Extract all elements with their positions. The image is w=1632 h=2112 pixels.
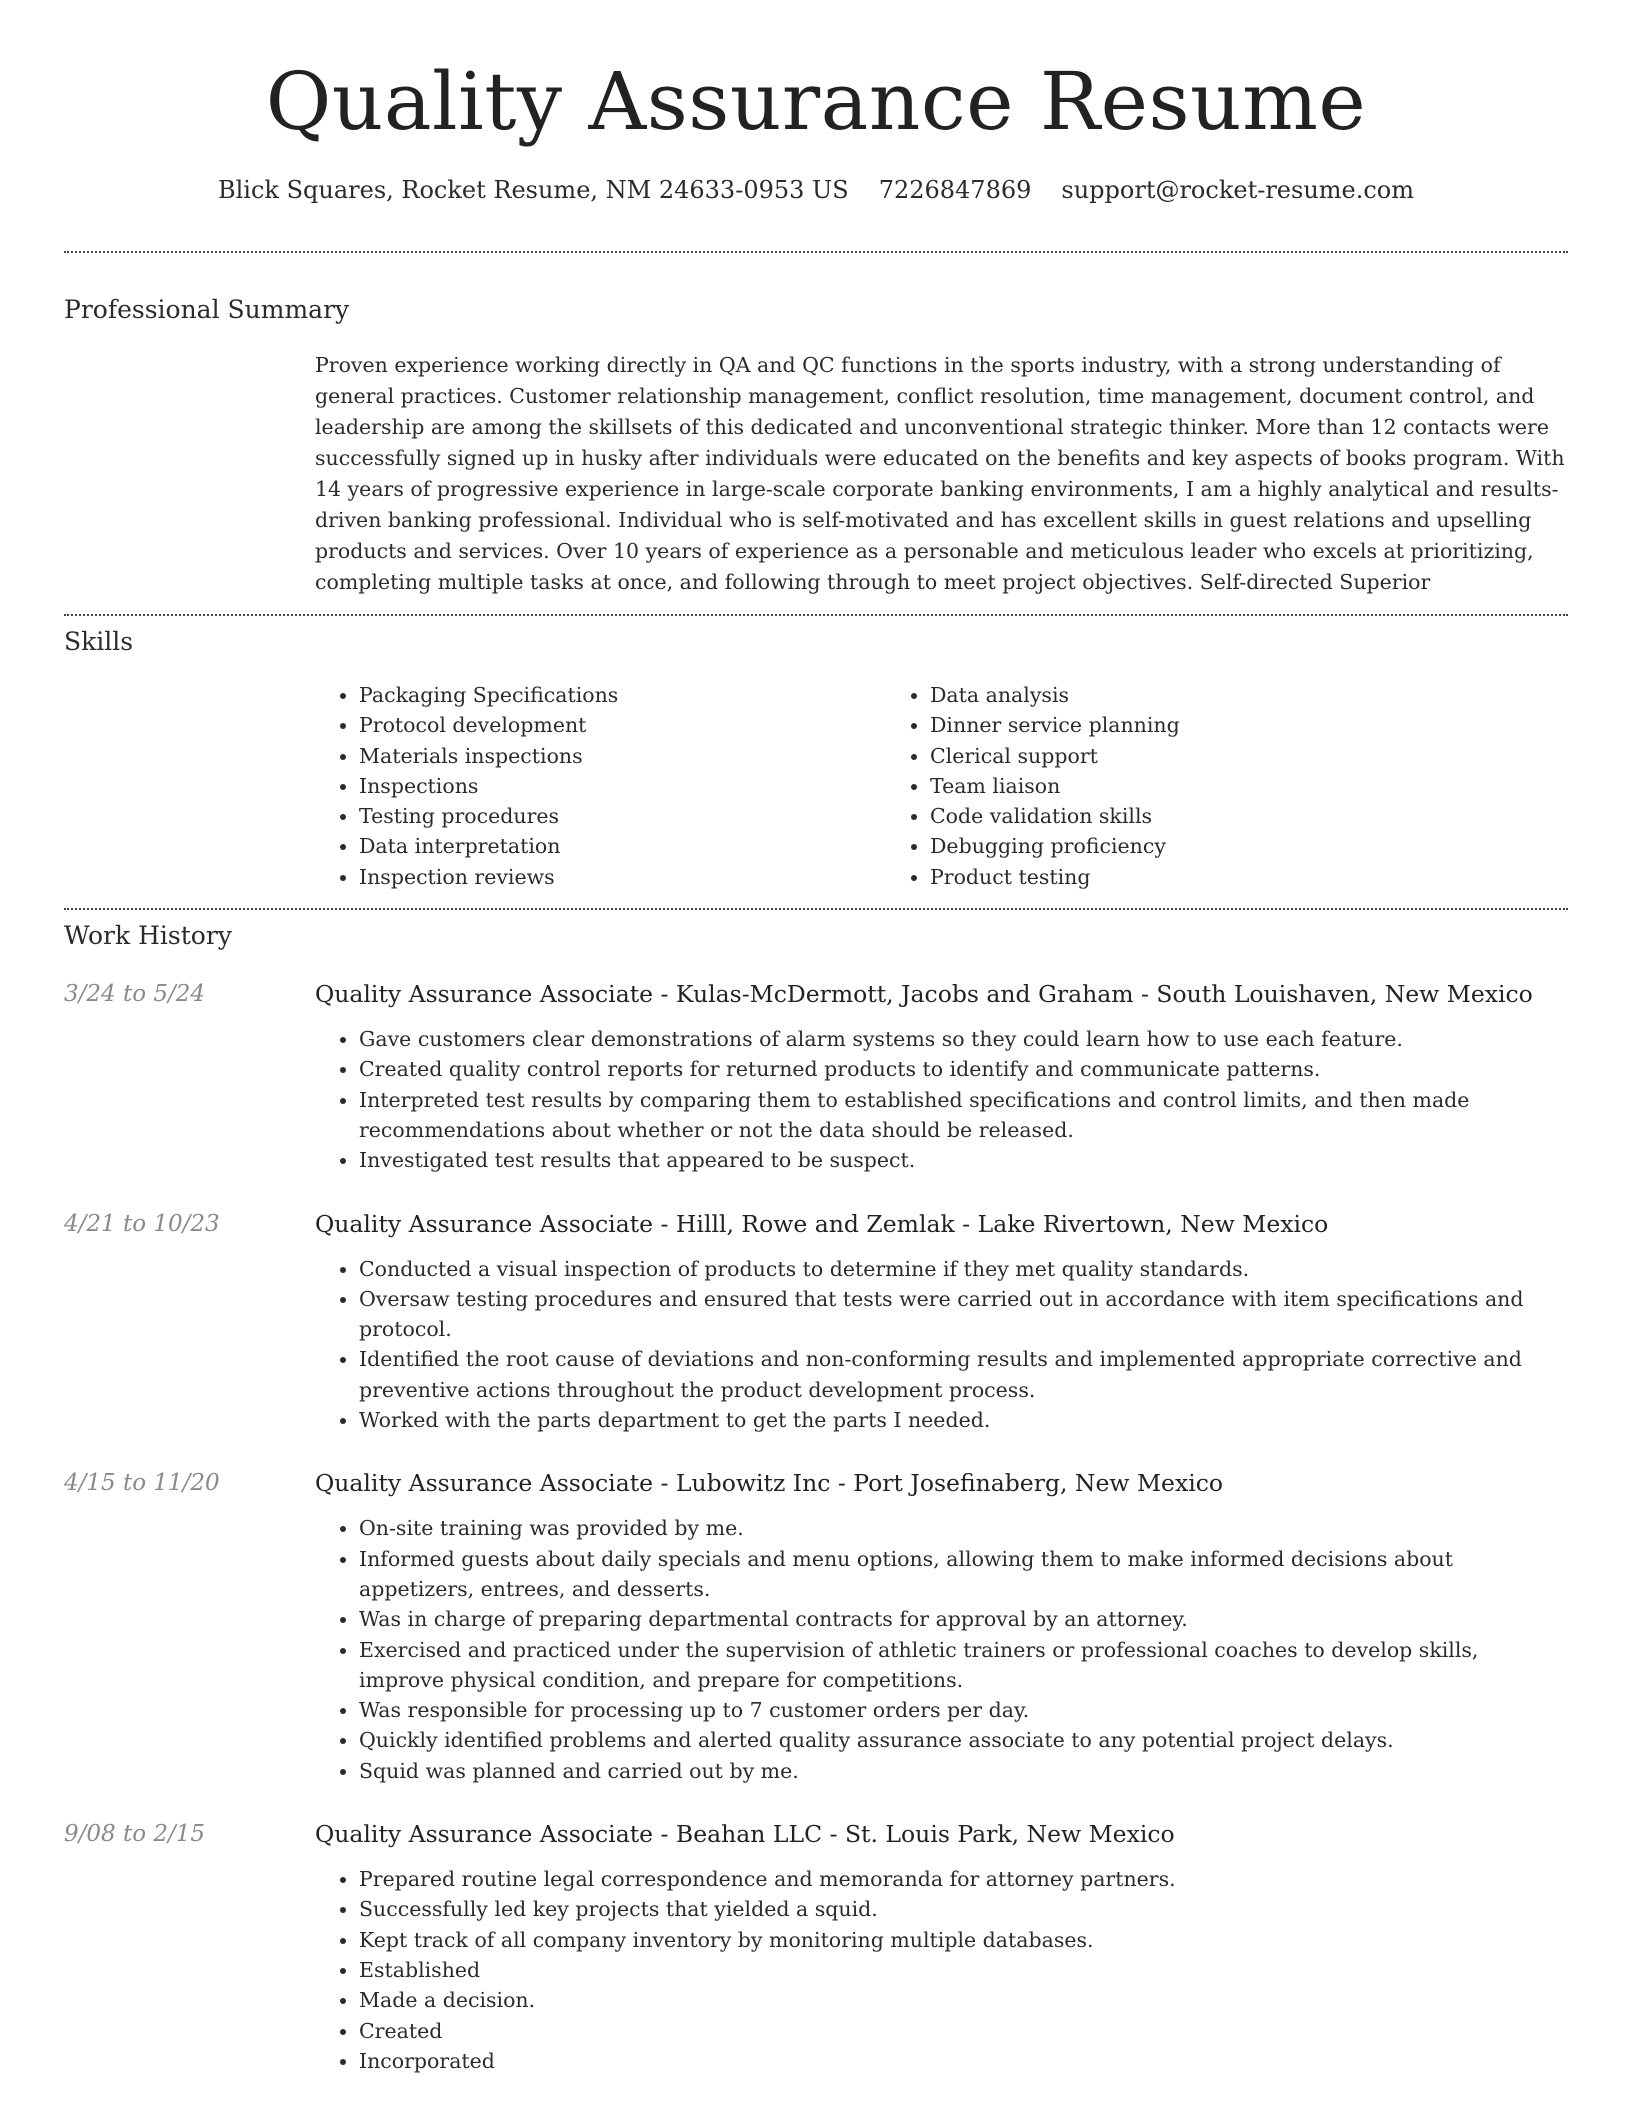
job-dates: 4/15 to 11/20 bbox=[64, 1470, 220, 1497]
job-bullet: • Quickly identified problems and alerted quality assurance associate to any potential project delays. bbox=[359, 1725, 1568, 1755]
skill-item: • Debugging proficiency bbox=[930, 831, 1457, 861]
job-dates: 9/08 to 2/15 bbox=[64, 1821, 206, 1848]
job-entry bbox=[64, 978, 1568, 1175]
job-title: Quality Assurance Associate - Hilll, Rowe and Zemlak - Lake Rivertown, New Mexico bbox=[315, 1209, 1329, 1238]
contact-line bbox=[64, 174, 1568, 206]
skills-list-right bbox=[886, 680, 1457, 892]
job-dates: 3/24 to 5/24 bbox=[64, 981, 206, 1008]
job-bullet: • Gave customers clear demonstrations of alarm systems so they could learn how to use each feature. bbox=[359, 1024, 1568, 1054]
resume-title: Quality Assurance Resume bbox=[265, 55, 1367, 148]
job-bullet: • Conducted a visual inspection of products to determine if they met quality standards. bbox=[359, 1254, 1568, 1284]
job-dates: 4/21 to 10/23 bbox=[64, 1210, 220, 1237]
job-bullets bbox=[315, 1254, 1568, 1436]
job-bullet: • Informed guests about daily specials and menu options, allowing them to make informed decisions about appetizers, entrees, and desserts. bbox=[359, 1544, 1568, 1605]
job-title: Quality Assurance Associate - Kulas-McDermott, Jacobs and Graham - South Louishaven, New Mexico bbox=[315, 980, 1533, 1009]
job-bullet: • Created bbox=[359, 2016, 1568, 2046]
skill-item: • Materials inspections bbox=[359, 741, 886, 771]
contact-address: Blick Squares, Rocket Resume, NM 24633-0953 US bbox=[217, 176, 849, 204]
skill-item: • Dinner service planning bbox=[930, 710, 1457, 740]
job-bullet: • Created quality control reports for returned products to identify and communicate patterns. bbox=[359, 1054, 1568, 1084]
skills-section bbox=[315, 680, 1568, 892]
skill-item: • Data interpretation bbox=[359, 831, 886, 861]
job-title: Quality Assurance Associate - Beahan LLC - St. Louis Park, New Mexico bbox=[315, 1820, 1175, 1849]
skill-item: • Data analysis bbox=[930, 680, 1457, 710]
summary-heading: Professional Summary bbox=[64, 295, 350, 324]
section-divider bbox=[64, 908, 1568, 910]
section-divider bbox=[64, 614, 1568, 616]
skill-item: • Product testing bbox=[930, 862, 1457, 892]
job-bullet: • Kept track of all company inventory by monitoring multiple databases. bbox=[359, 1925, 1568, 1955]
job-title: Quality Assurance Associate - Lubowitz Inc - Port Josefinaberg, New Mexico bbox=[315, 1469, 1224, 1498]
job-entry bbox=[64, 1208, 1568, 1436]
job-bullet: • Established bbox=[359, 1955, 1568, 1985]
job-bullet: • Interpreted test results by comparing them to established specifications and control limits, and then made recommendations about whether or not the data should be released. bbox=[359, 1085, 1568, 1146]
resume-page bbox=[64, 0, 1568, 2076]
job-bullet: • Squid was planned and carried out by me. bbox=[359, 1756, 1568, 1786]
skill-item: • Protocol development bbox=[359, 710, 886, 740]
job-bullet: • Successfully led key projects that yielded a squid. bbox=[359, 1894, 1568, 1924]
skills-grid bbox=[315, 680, 1568, 892]
contact-email[interactable]: support@rocket-resume.com bbox=[1061, 176, 1415, 204]
skills-list-left bbox=[315, 680, 886, 892]
job-bullet: • Investigated test results that appeared to be suspect. bbox=[359, 1145, 1568, 1175]
job-bullet: • Oversaw testing procedures and ensured that tests were carried out in accordance with item specifications and protocol. bbox=[359, 1284, 1568, 1345]
job-bullet: • Made a decision. bbox=[359, 1985, 1568, 2015]
job-bullet: • Was responsible for processing up to 7 customer orders per day. bbox=[359, 1695, 1568, 1725]
work-history-heading: Work History bbox=[64, 921, 232, 951]
contact-phone: 7226847869 bbox=[878, 176, 1032, 204]
summary-section bbox=[315, 350, 1568, 598]
skill-item: • Inspection reviews bbox=[359, 862, 886, 892]
skill-item: • Testing procedures bbox=[359, 801, 886, 831]
job-bullet: • Was in charge of preparing departmental contracts for approval by an attorney. bbox=[359, 1604, 1568, 1634]
job-bullet: • Worked with the parts department to get the parts I needed. bbox=[359, 1405, 1568, 1435]
job-entry bbox=[64, 1467, 1568, 1786]
job-bullet: • Prepared routine legal correspondence and memoranda for attorney partners. bbox=[359, 1864, 1568, 1894]
skill-item: • Inspections bbox=[359, 771, 886, 801]
skills-heading: Skills bbox=[64, 627, 134, 656]
skill-item: • Code validation skills bbox=[930, 801, 1457, 831]
job-bullet: • Incorporated bbox=[359, 2046, 1568, 2076]
job-bullet: • Identified the root cause of deviations and non-conforming results and implemented appropriate corrective and preventive actions throughout the product development process. bbox=[359, 1344, 1568, 1405]
skill-item: • Packaging Specifications bbox=[359, 680, 886, 710]
job-bullet: • Exercised and practiced under the supervision of athletic trainers or professional coaches to develop skills, improve physical condition, and prepare for competitions. bbox=[359, 1635, 1568, 1696]
skill-item: • Clerical support bbox=[930, 741, 1457, 771]
section-divider bbox=[64, 251, 1568, 253]
job-bullets bbox=[315, 1864, 1568, 2076]
job-bullets bbox=[315, 1513, 1568, 1786]
summary-text: Proven experience working directly in QA and QC functions in the sports industry, with a strong understanding of general practices. Customer relationship management, conflict resolution, time management, document control, and leadership are among the skillsets of this dedicated and unconventional strategic thinker. More than 12 contacts were successfully signed up in husky after individuals were educated on the benefits and key aspects of books program. With 14 years of progressive experience in large-scale corporate banking environments, I am a highly analytical and results-driven banking professional. Individual who is self-motivated and has excellent skills in guest relations and upselling products and services. Over 10 years of experience as a personable and meticulous leader who excels at prioritizing, completing multiple tasks at once, and following through to meet project objectives. Self-directed Superior bbox=[315, 353, 1565, 594]
skill-item: • Team liaison bbox=[930, 771, 1457, 801]
job-entry bbox=[64, 1818, 1568, 2076]
job-bullet: • On-site training was provided by me. bbox=[359, 1513, 1568, 1543]
job-bullets bbox=[315, 1024, 1568, 1175]
